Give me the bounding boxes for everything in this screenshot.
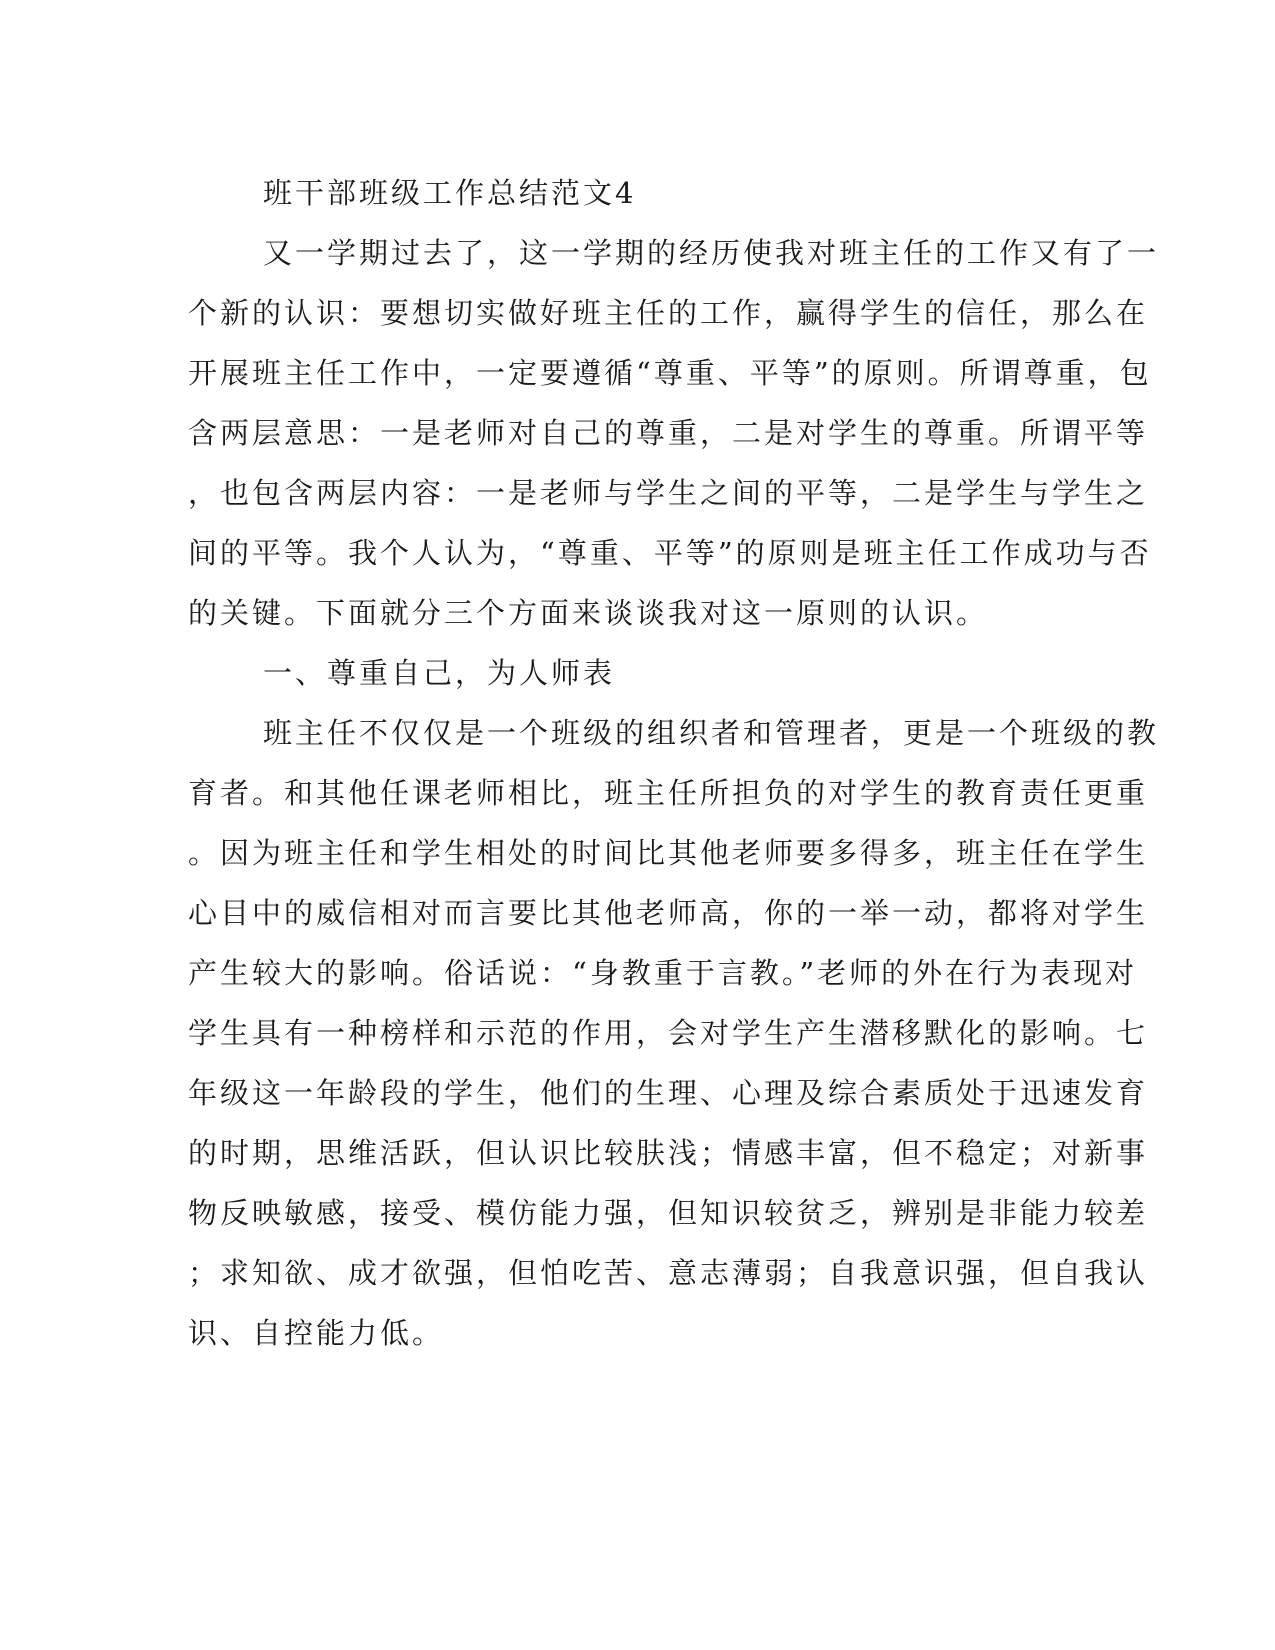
paragraph-line: 年级这一年龄段的学生，他们的生理、心理及综合素质处于迅速发育 (188, 1076, 1149, 1110)
paragraph-line: 个新的认识：要想切实做好班主任的工作，赢得学生的信任，那么在 (188, 296, 1149, 330)
paragraph-line: 心目中的威信相对而言要比其他老师高，你的一举一动，都将对学生 (188, 896, 1149, 930)
paragraph-line: ，也包含两层内容：一是老师与学生之间的平等，二是学生与学生之 (188, 476, 1149, 510)
paragraph-line: 的时期，思维活跃，但认识比较肤浅；情感丰富，但不稳定；对新事 (188, 1136, 1149, 1170)
paragraph-line: 学生具有一种榜样和示范的作用，会对学生产生潜移默化的影响。七 (188, 1016, 1149, 1050)
paragraph-line: 间的平等。我个人认为，“尊重、平等”的原则是班主任工作成功与否 (188, 536, 1152, 570)
section-heading: 一、尊重自己，为人师表 (263, 656, 616, 690)
paragraph-line: 识、自控能力低。 (188, 1316, 445, 1350)
paragraph-intro (188, 223, 1160, 643)
paragraph-line: 开展班主任工作中，一定要遵循“尊重、平等”的原则。所谓尊重，包 (188, 356, 1152, 390)
document-title: 班干部班级工作总结范文4 (263, 176, 637, 210)
paragraph-section-1 (188, 703, 1160, 1363)
paragraph-line: 。因为班主任和学生相处的时间比其他老师要多得多，班主任在学生 (188, 836, 1149, 870)
paragraph-line: 育者。和其他任课老师相比，班主任所担负的对学生的教育责任更重 (188, 776, 1149, 810)
paragraph-line: 产生较大的影响。俗话说：“身教重于言教。”老师的外在行为表现对 (188, 956, 1138, 990)
paragraph-line: 班主任不仅仅是一个班级的组织者和管理者，更是一个班级的教 (263, 716, 1160, 750)
paragraph-line: 物反映敏感，接受、模仿能力强，但知识较贫乏，辨别是非能力较差 (188, 1196, 1149, 1230)
paragraph-line: 含两层意思：一是老师对自己的尊重，二是对学生的尊重。所谓平等 (188, 416, 1149, 450)
paragraph-line: ；求知欲、成才欲强，但怕吃苦、意志薄弱；自我意识强，但自我认 (188, 1256, 1149, 1290)
paragraph-line: 又一学期过去了，这一学期的经历使我对班主任的工作又有了一 (263, 236, 1160, 270)
document-body (188, 163, 1160, 1363)
paragraph-line: 的关键。下面就分三个方面来谈谈我对这一原则的认识。 (188, 596, 989, 630)
